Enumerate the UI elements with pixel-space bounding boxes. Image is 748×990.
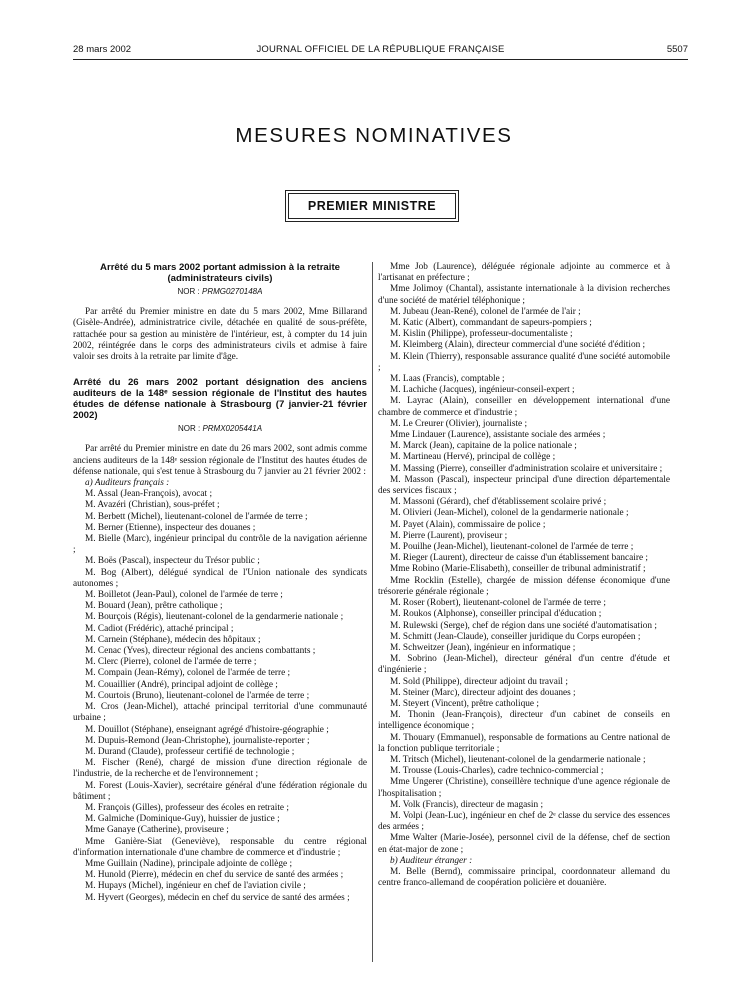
list-item: M. Boës (Pascal), inspecteur du Trésor public ; (85, 556, 260, 567)
list-item: M. Le Creurer (Olivier), journaliste ; (390, 418, 528, 429)
list-item: M. Martineau (Hervé), principal de collège ; (390, 452, 556, 463)
list-item: M. Massing (Pierre), conseiller d'administration scolaire et universitaire ; (390, 463, 663, 474)
list-item: M. Sobrino (Jean-Michel), directeur général d'un centre d'étude et d'ingénierie ; (378, 654, 670, 676)
list-item: M. Payet (Alain), commissaire de police ; (390, 519, 546, 530)
list-item: M. Laas (Francis), comptable ; (390, 374, 505, 385)
list-item: M. Klein (Thierry), responsable assurance qualité d'une société automobile ; (378, 351, 670, 373)
list-item: M. Durand (Claude), professeur certifié de technologie ; (85, 746, 295, 757)
list-item: M. François (Gilles), professeur des écoles en retraite ; (85, 802, 289, 813)
list-item: M. Hunold (Pierre), médecin en chef du service de santé des armées ; (85, 870, 344, 881)
left-entry-list (73, 489, 367, 904)
list-item: Mme Walter (Marie-Josée), personnel civil de la défense, chef de section en état-major de zone ; (378, 833, 670, 855)
list-item: Mme Lindauer (Laurence), assistante sociale des armées ; (390, 430, 606, 441)
list-item: M. Steiner (Marc), directeur adjoint des douanes ; (390, 687, 576, 698)
right-entry-list (378, 262, 670, 856)
list-item: Mme Jolimoy (Chantal), assistante internationale à la division recherches d'une société de matériel téléphonique ; (378, 284, 670, 306)
page-header (73, 44, 688, 58)
list-item: M. Masson (Pascal), inspecteur principal d'une direction départementale des services fiscaux ; (378, 474, 670, 497)
list-item: M. Marck (Jean), capitaine de la police nationale ; (390, 441, 577, 452)
list-item: M. Cros (Jean-Michel), attaché principal territorial d'une communauté urbaine ; (73, 702, 367, 724)
article2-title: Arrêté du 26 mars 2002 portant désignation des anciens auditeurs de la 148ᵉ session régionale de l'Institut des hautes études de défense nationale à Strasbourg (7 janvier-21 février 2002) (73, 377, 367, 422)
list-item: M. Jubeau (Jean-René), colonel de l'armée de l'air ; (390, 306, 581, 317)
list-item: M. Cenac (Yves), directeur régional des anciens combattants ; (85, 646, 316, 657)
list-item: M. Pierre (Laurent), proviseur ; (390, 530, 508, 541)
list-item: M. Couaillier (André), principal adjoint de collège ; (85, 679, 278, 690)
right-column (378, 262, 670, 889)
list-item: M. Volpi (Jean-Luc), ingénieur en chef de 2ᵉ classe du service des essences des armées ; (378, 810, 670, 833)
header-rule (73, 59, 688, 60)
list-item: M. Pouilhe (Jean-Michel), lieutenant-colonel de l'armée de terre ; (390, 542, 634, 553)
list-item: M. Tritsch (Michel), lieutenant-colonel de la gendarmerie nationale ; (390, 754, 646, 765)
list-item: M. Berner (Etienne), inspecteur des douanes ; (85, 522, 256, 533)
section-title: MESURES NOMINATIVES (235, 124, 513, 147)
article2-body: Par arrêté du Premier ministre en date du 26 mars 2002, sont admis comme anciens auditeurs de la 148ᵉ session régionale de l'Institut des hautes études de défense nationale, qui s'est tenue à Strasbourg du 7 janvier au 21 février 2002 : (73, 444, 367, 477)
list-item: M. Courtois (Bruno), lieutenant-colonel de l'armée de terre ; (85, 690, 310, 701)
list-item: M. Galmiche (Dominique-Guy), huissier de justice ; (85, 814, 280, 825)
article1-body: Par arrêté du Premier ministre en date du 5 mars 2002, Mme Billarand (Gisèle-Andrée), administratrice civile, détachée en qualité de sous-préfète, rattachée pour sa gestion au ministère de l'intérieur, est, à compter du 14 juin 2002, réintégrée dans le corps des administrateurs civils et admise à faire valoir ses droits à la retraite par limite d'âge. (73, 307, 367, 363)
list-item: M. Bielle (Marc), ingénieur principal du contrôle de la navigation aérienne ; (73, 534, 367, 556)
header-date: 28 mars 2002 (73, 44, 132, 55)
nor-label: NOR : (177, 287, 200, 296)
subsection-b: b) Auditeur étranger : (390, 855, 473, 866)
column-separator (372, 262, 373, 962)
list-item: M. Thouary (Emmanuel), responsable de formations au Centre national de la fonction publique territoriale ; (378, 732, 670, 754)
list-item: M. Clerc (Pierre), colonel de l'armée de terre ; (85, 657, 257, 668)
list-item: M. Schmitt (Jean-Claude), conseiller juridique du Corps européen ; (390, 631, 641, 642)
list-item: M. Thonin (Jean-François), directeur d'un cabinet de conseils en intelligence économique ; (378, 710, 670, 732)
list-item: M. Olivieri (Jean-Michel), colonel de la gendarmerie nationale ; (390, 508, 629, 519)
list-item: M. Rulewski (Serge), chef de région dans une société d'automatisation ; (390, 620, 657, 631)
list-item: Mme Ganaye (Catherine), proviseure ; (85, 825, 229, 836)
list-item: M. Steyert (Vincent), prêtre catholique ; (390, 698, 539, 709)
list-item: Mme Ungerer (Christine), conseillère technique d'une agence régionale de l'hospitalisation ; (378, 777, 670, 799)
list-item: M. Layrac (Alain), conseiller en développement international d'une chambre de commerce et d'industrie ; (378, 396, 670, 418)
list-item: M. Compain (Jean-Rémy), colonel de l'armée de terre ; (85, 668, 291, 679)
final-entry: M. Belle (Bernd), commissaire principal, coordonnateur allemand du centre franco-allemand de coopération policière et douanière. (378, 866, 670, 889)
list-item: M. Hupays (Michel), ingénieur en chef de l'aviation civile ; (85, 881, 306, 892)
list-item: M. Massoni (Gérard), chef d'établissement scolaire privé ; (390, 497, 607, 508)
article2-nor (73, 423, 367, 434)
list-item: M. Katic (Albert), commandant de sapeurs-pompiers ; (390, 318, 592, 329)
list-item: M. Assal (Jean-François), avocat ; (85, 489, 213, 500)
list-item: M. Roukos (Alphonse), conseiller principal d'éducation ; (390, 609, 602, 620)
list-item: M. Hyvert (Georges), médecin en chef du service de santé des armées ; (85, 892, 350, 903)
list-item: Mme Ganière-Siat (Geneviève), responsable du centre régional d'information internationale d'une chambre de commerce et d'industrie ; (73, 836, 367, 858)
list-item: M. Volk (Francis), directeur de magasin ; (390, 799, 544, 810)
list-item: M. Sold (Philippe), directeur adjoint du travail ; (390, 676, 568, 687)
list-item: M. Dupuis-Remond (Jean-Christophe), journaliste-reporter ; (85, 735, 310, 746)
list-item: M. Bog (Albert), délégué syndical de l'Union nationale des syndicats autonomes ; (73, 567, 367, 589)
ministry-box (285, 190, 459, 222)
article1-nor (73, 286, 367, 297)
list-item: M. Roser (Robert), lieutenant-colonel de l'armée de terre ; (390, 598, 606, 609)
header-journal-title: JOURNAL OFFICIEL DE LA RÉPUBLIQUE FRANÇAISE (256, 44, 505, 55)
list-item: M. Avazéri (Christian), sous-préfet ; (85, 500, 220, 511)
list-item: M. Carnein (Stéphane), médecin des hôpitaux ; (85, 634, 261, 645)
list-item: M. Kislin (Philippe), professeur-documentaliste ; (390, 329, 573, 340)
subsection-a: a) Auditeurs français : (85, 478, 170, 489)
list-item: M. Cadiot (Frédéric), attaché principal ; (85, 623, 234, 634)
list-item: M. Berbett (Michel), lieutenant-colonel de l'armée de terre ; (85, 511, 308, 522)
list-item: Mme Guillain (Nadine), principale adjointe de collège ; (85, 858, 293, 869)
list-item: M. Rieger (Laurent), directeur de caisse d'un établissement bancaire ; (390, 553, 649, 564)
ministry-label: PREMIER MINISTRE (288, 193, 456, 219)
list-item: M. Bouard (Jean), prêtre catholique ; (85, 601, 223, 612)
list-item: Mme Job (Laurence), déléguée régionale adjointe au commerce et à l'artisanat en préfecture ; (378, 262, 670, 284)
list-item: M. Bourçois (Régis), lieutenant-colonel de la gendarmerie nationale ; (85, 612, 344, 623)
list-item: M. Fischer (René), chargé de mission d'une direction régionale de l'industrie, de la recherche et de l'environnement ; (73, 758, 367, 780)
article1-title: Arrêté du 5 mars 2002 portant admission à la retraite (administrateurs civils) (100, 262, 340, 284)
list-item: M. Boilletot (Jean-Paul), colonel de l'armée de terre ; (85, 590, 283, 601)
left-column (73, 262, 367, 904)
header-page-number: 5507 (666, 44, 688, 55)
nor-code: PRMX0205441A (202, 424, 263, 434)
nor-label: NOR : (177, 424, 201, 434)
list-item: M. Lachiche (Jacques), ingénieur-conseil-expert ; (390, 385, 575, 396)
list-item: M. Schweitzer (Jean), ingénieur en informatique ; (390, 642, 576, 653)
nor-code: PRMG0270148A (201, 287, 263, 296)
list-item: M. Trousse (Louis-Charles), cadre technico-commercial ; (390, 766, 604, 777)
list-item: M. Douillot (Stéphane), enseignant agrégé d'histoire-géographie ; (85, 724, 329, 735)
list-item: Mme Robino (Marie-Elisabeth), conseiller de tribunal administratif ; (390, 564, 646, 575)
list-item: M. Kleimberg (Alain), directeur commercial d'une société d'édition ; (390, 340, 646, 351)
list-item: Mme Rocklin (Estelle), chargée de mission défense économique d'une trésorerie générale régionale ; (378, 575, 670, 597)
list-item: M. Forest (Louis-Xavier), secrétaire général d'une fédération régionale du bâtiment ; (73, 780, 367, 802)
